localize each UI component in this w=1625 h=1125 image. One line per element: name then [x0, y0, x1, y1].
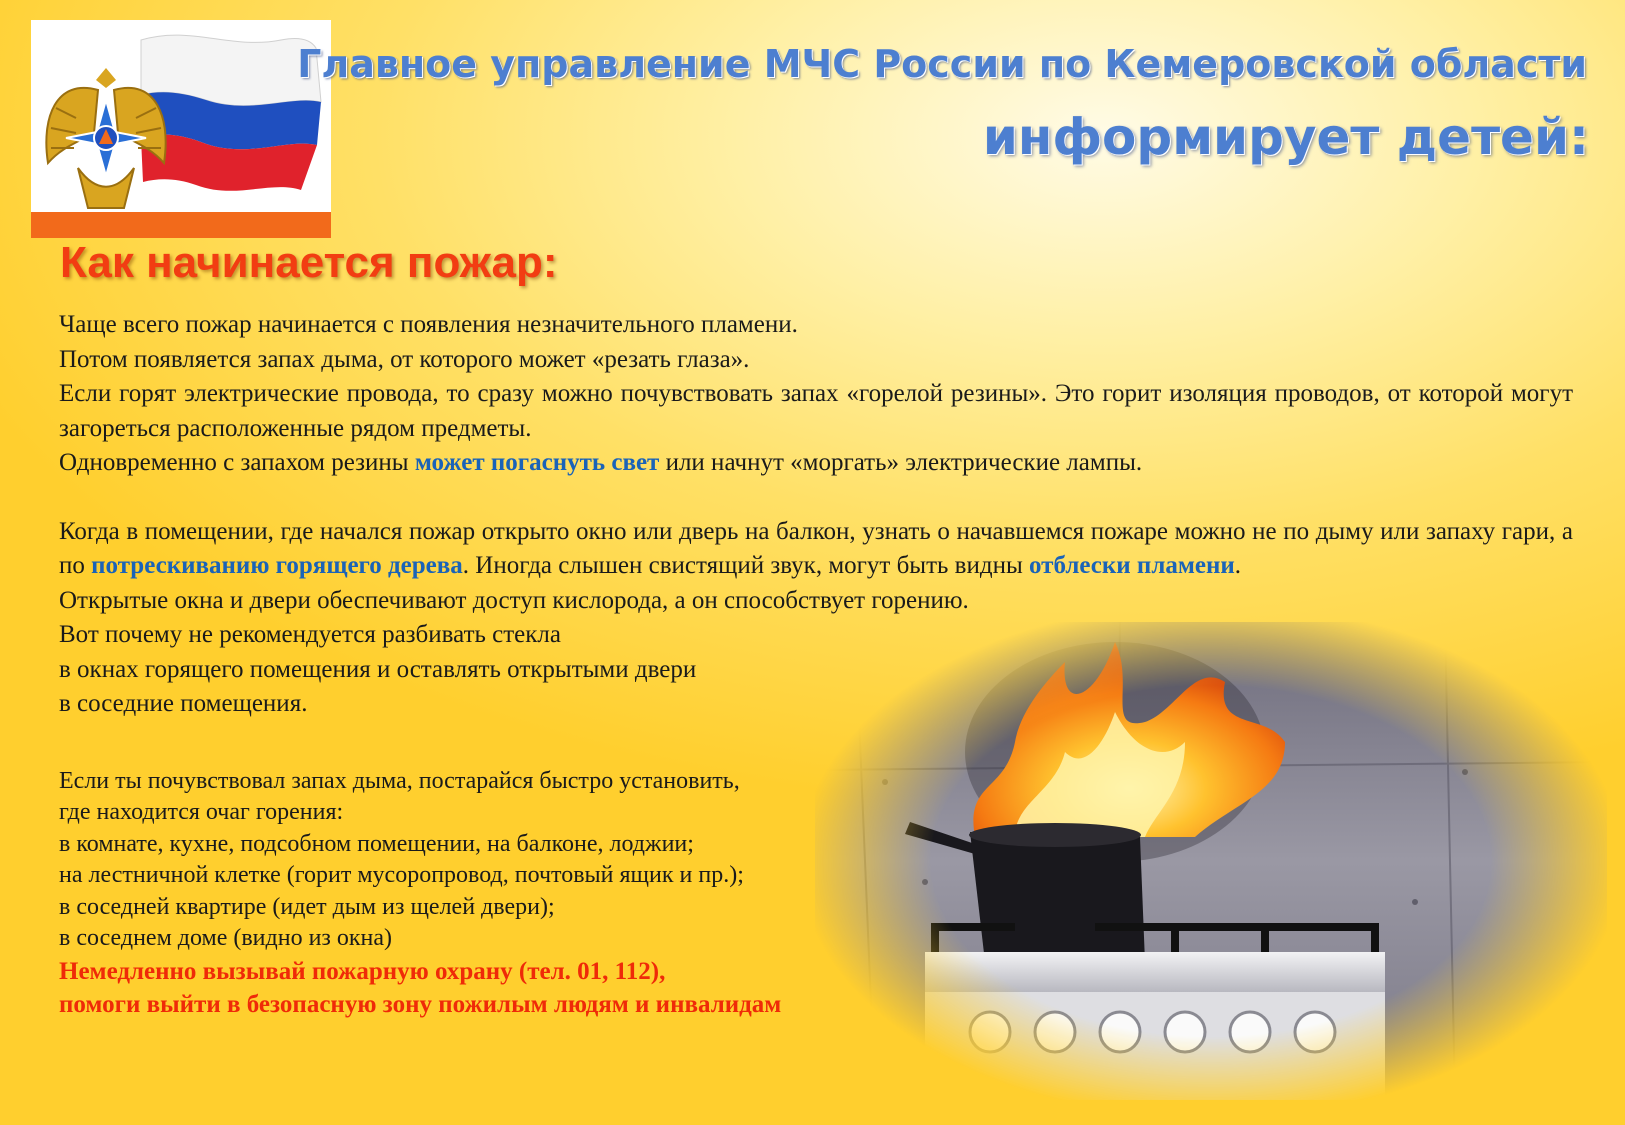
paragraph-5-text: Когда в помещении, где начался пожар открыто окно или дверь на балкон, узнать о начавшемся пожаре можно не по дыму или запаху гари, а по: [59, 517, 1573, 579]
paragraph-spacer: [59, 481, 1573, 515]
list-item: на лестничной клетке (горит мусоропровод, почтовый ящик и пр.);: [59, 862, 744, 888]
paragraph-4-text-end: или начнут «моргать» электрические лампы.: [659, 449, 1143, 476]
list-item: в комнате, кухне, подсобном помещении, на балконе, лоджии;: [59, 830, 694, 857]
paragraph-5: [59, 515, 1573, 584]
paragraph-spacer: [59, 722, 1573, 756]
list-intro-1: Если ты почувствовал запах дыма, постарайся быстро установить,: [59, 767, 740, 794]
alert-line-2: помоги выйти в безопасную зону пожилым людям и инвалидам: [59, 990, 782, 1018]
header-organization: Главное управление МЧС России по Кемеровской области: [297, 42, 1587, 86]
mchs-emblem-icon: [31, 20, 331, 238]
header-subtitle: информирует детей:: [982, 108, 1589, 166]
smoke-source-list: [59, 766, 1573, 955]
emergency-call-notice: [59, 955, 1573, 1021]
paragraph-2: Потом появляется запах дыма, от которого может «резать глаза».: [59, 345, 750, 373]
paragraph-7-line-2: в окнах горящего помещения и оставлять открытыми двери: [59, 655, 697, 683]
paragraph-5-text-end: .: [1234, 552, 1242, 579]
list-item: в соседнем доме (видно из окна): [59, 925, 393, 951]
paragraph-1: Чаще всего пожар начинается с появления незначительного пламени.: [59, 311, 798, 338]
paragraph-7-line-1: Вот почему не рекомендуется разбивать стекла: [59, 621, 561, 648]
alert-line-1: Немедленно вызывай пожарную охрану (тел. 01, 112),: [59, 957, 666, 985]
paragraph-6: Открытые окна и двери обеспечивают доступ кислорода, а он способствует горению.: [59, 586, 969, 614]
mchs-logo: [31, 20, 331, 238]
paragraph-7-line-3: в соседние помещения.: [59, 690, 308, 717]
list-intro-2: где находится очаг горения:: [59, 799, 344, 825]
highlight-crackling: потрескиванию горящего дерева: [91, 552, 463, 579]
paragraph-3: Если горят электрические провода, то сразу можно почувствовать запах «горелой резины». Это горит изоляция проводов, от которой могут загореться расположенные рядом предметы.: [59, 380, 1573, 442]
paragraph-5-text-middle: . Иногда слышен свистящий звук, могут быть видны: [462, 552, 1029, 579]
article-body: [59, 308, 1573, 1021]
list-item: в соседней квартире (идет дым из щелей двери);: [59, 893, 555, 920]
highlight-light-out: может погаснуть свет: [414, 449, 660, 476]
highlight-flame-glints: отблески пламени: [1029, 552, 1235, 579]
paragraph-4: [59, 446, 1573, 481]
paragraph-4-text: Одновременно с запахом резины: [59, 449, 415, 476]
section-title: Как начинается пожар:: [60, 238, 558, 287]
